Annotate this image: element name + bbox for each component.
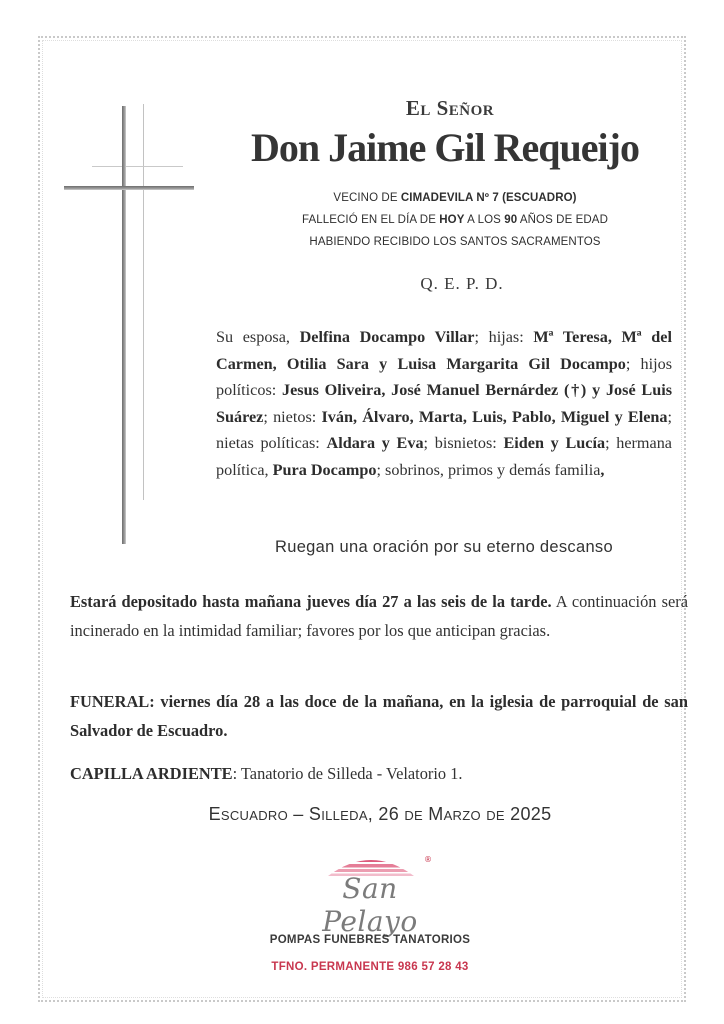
title-small: El Señor <box>405 96 495 120</box>
info-line-residence: VECINO DE CIMADEVILA Nº 7 (ESCUADRO) <box>333 192 577 204</box>
cross-horizontal-bar <box>64 186 194 190</box>
registered-mark: ® <box>424 855 432 864</box>
place-date: Escuadro – Silleda, 26 de Marzo de 2025 <box>208 804 552 824</box>
capilla-paragraph: CAPILLA ARDIENTE: Tanatorio de Silleda - Velatorio 1. <box>70 764 463 783</box>
logo-brand-text: San Pelayo <box>322 872 418 938</box>
cross-shadow-horizontal <box>92 166 183 167</box>
cross-vertical-bar <box>122 106 126 544</box>
deceased-name: Don Jaime Gil Requeijo <box>251 125 639 170</box>
company-tagline: POMPAS FUNEBRES TANATORIOS <box>269 934 471 946</box>
family-paragraph: Su esposa, Delfina Docampo Villar; hijas: Mª Teresa, Mª del Carmen, Otilia Sara y Luisa Margarita Gil Docampo; hijos políticos: Jesus Oliveira, José Manuel Bernárdez (†) y José Luis Suárez; nietos: Iván, Álvaro, Marta, Luis, Pablo, Miguel y Elena; nietas políticas: Aldara y Eva; bisnietos: Eiden y Lucía; hermana política, Pura Docampo; sobrinos, primos y demás familia, <box>216 328 672 479</box>
prayer-request: Ruegan una oración por su eterno descanso <box>275 538 613 556</box>
qepd: Q. E. P. D. <box>420 274 504 293</box>
info-line-sacraments: HABIENDO RECIBIDO LOS SANTOS SACRAMENTOS <box>309 236 601 248</box>
deposit-paragraph: Estará depositado hasta mañana jueves día 27 a las seis de la tarde. A continuación será incinerado en la intimidad familiar; favores por los que anticipan gracias. <box>70 592 688 640</box>
cross-shadow-vertical <box>143 104 144 500</box>
funeral-paragraph: FUNERAL: viernes día 28 a las doce de la mañana, en la iglesia de parroquial de san Salvador de Escuadro. <box>70 692 688 740</box>
phone-number: TFNO. PERMANENTE 986 57 28 43 <box>271 961 469 973</box>
info-line-death: FALLECIÓ EN EL DÍA DE HOY A LOS 90 AÑOS DE EDAD <box>302 214 608 226</box>
